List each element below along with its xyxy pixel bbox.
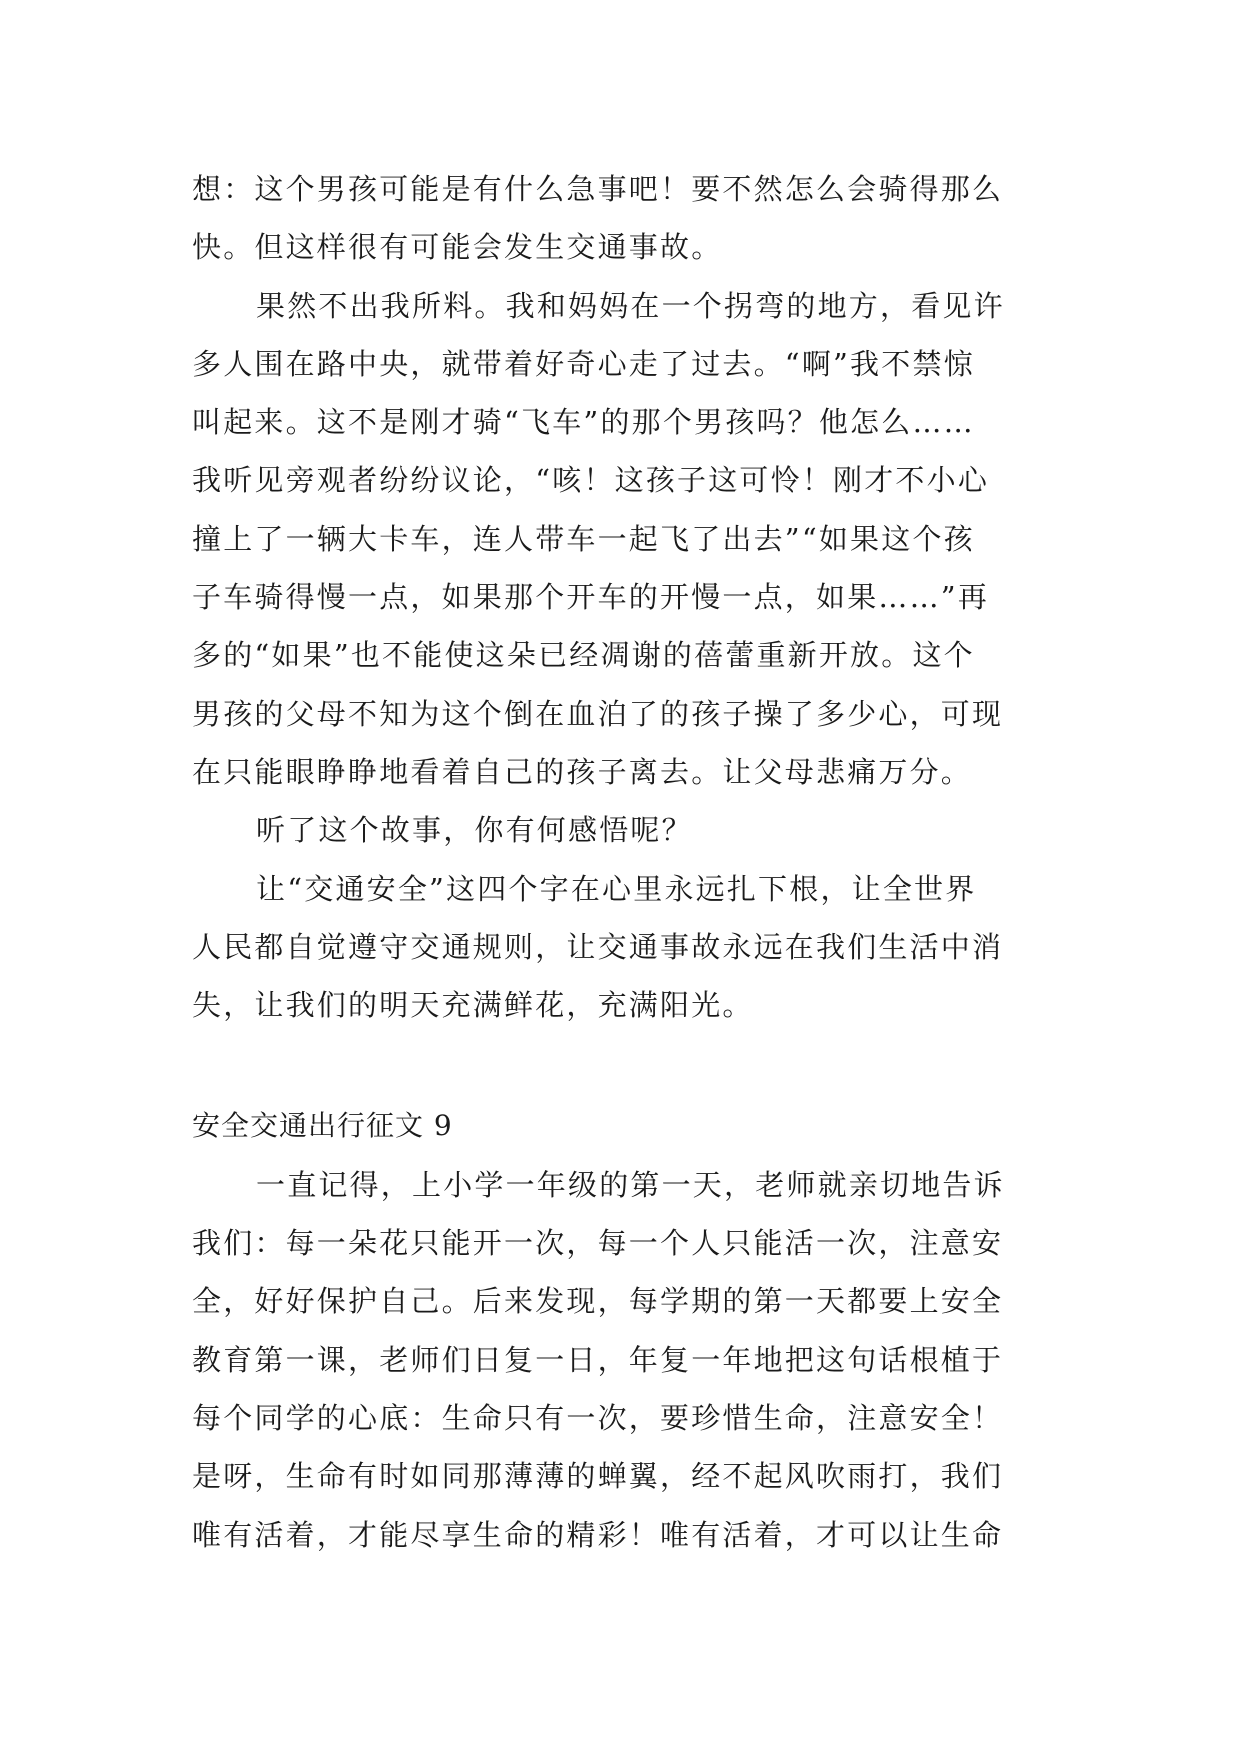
text-line: 男孩的父母不知为这个倒在血泊了的孩子操了多少心，可现: [192, 696, 1004, 731]
text-line: 子车骑得慢一点，如果那个开车的开慢一点，如果……”再: [192, 580, 990, 615]
paragraph-continuation: [192, 160, 1072, 277]
document-body: [192, 160, 1072, 1564]
text-line: 快。但这样很有可能会发生交通事故。: [192, 230, 723, 265]
text-line: 我听见旁观者纷纷议论，“咳！这孩子这可怜！刚才不小心: [192, 463, 990, 498]
text-line: 叫起来。这不是刚才骑“飞车”的那个男孩吗？他怎么……: [192, 405, 975, 440]
text-line: 一直记得，上小学一年级的第一天，老师就亲切地告诉: [256, 1167, 1005, 1202]
essay-heading: 安全交通出行征文 9: [192, 1109, 453, 1143]
text-line: 我们：每一朵花只能开一次，每一个人只能活一次，注意安: [192, 1226, 1004, 1261]
text-line: 果然不出我所料。我和妈妈在一个拐弯的地方，看见许: [256, 288, 1005, 323]
paragraph-conclusion: [192, 860, 1072, 1035]
text-line: 人民都自觉遵守交通规则，让交通事故永远在我们生活中消: [192, 929, 1004, 964]
text-line: 多人围在路中央，就带着好奇心走了过去。“啊”我不禁惊: [192, 346, 975, 381]
section-gap: [192, 1034, 1072, 1097]
paragraph-essay-9: [192, 1156, 1072, 1564]
text-line: 每个同学的心底：生命只有一次，要珍惜生命，注意安全！: [192, 1400, 1004, 1435]
text-line: 让“交通安全”这四个字在心里永远扎下根，让全世界: [256, 871, 977, 906]
text-line: 听了这个故事，你有何感悟呢？: [256, 813, 693, 848]
text-line: 全，好好保护自己。后来发现，每学期的第一天都要上安全: [192, 1284, 1004, 1319]
text-line: 多的“如果”也不能使这朵已经凋谢的蓓蕾重新开放。这个: [192, 638, 975, 673]
text-line: 是呀，生命有时如同那薄薄的蝉翼，经不起风吹雨打，我们: [192, 1459, 1004, 1494]
text-line: 教育第一课，老师们日复一日，年复一年地把这句话根植于: [192, 1342, 1004, 1377]
text-line: 唯有活着，才能尽享生命的精彩！唯有活着，才可以让生命: [192, 1517, 1004, 1552]
text-line: 失，让我们的明天充满鲜花，充满阳光。: [192, 988, 754, 1023]
text-line: 在只能眼睁睁地看着自己的孩子离去。让父母悲痛万分。: [192, 754, 973, 789]
text-line: 想：这个男孩可能是有什么急事吧！要不然怎么会骑得那么: [192, 172, 1004, 206]
paragraph-question: [192, 801, 1072, 859]
paragraph-accident: [192, 277, 1072, 802]
text-line: 撞上了一辆大卡车，连人带车一起飞了出去”“如果这个孩: [192, 521, 975, 556]
